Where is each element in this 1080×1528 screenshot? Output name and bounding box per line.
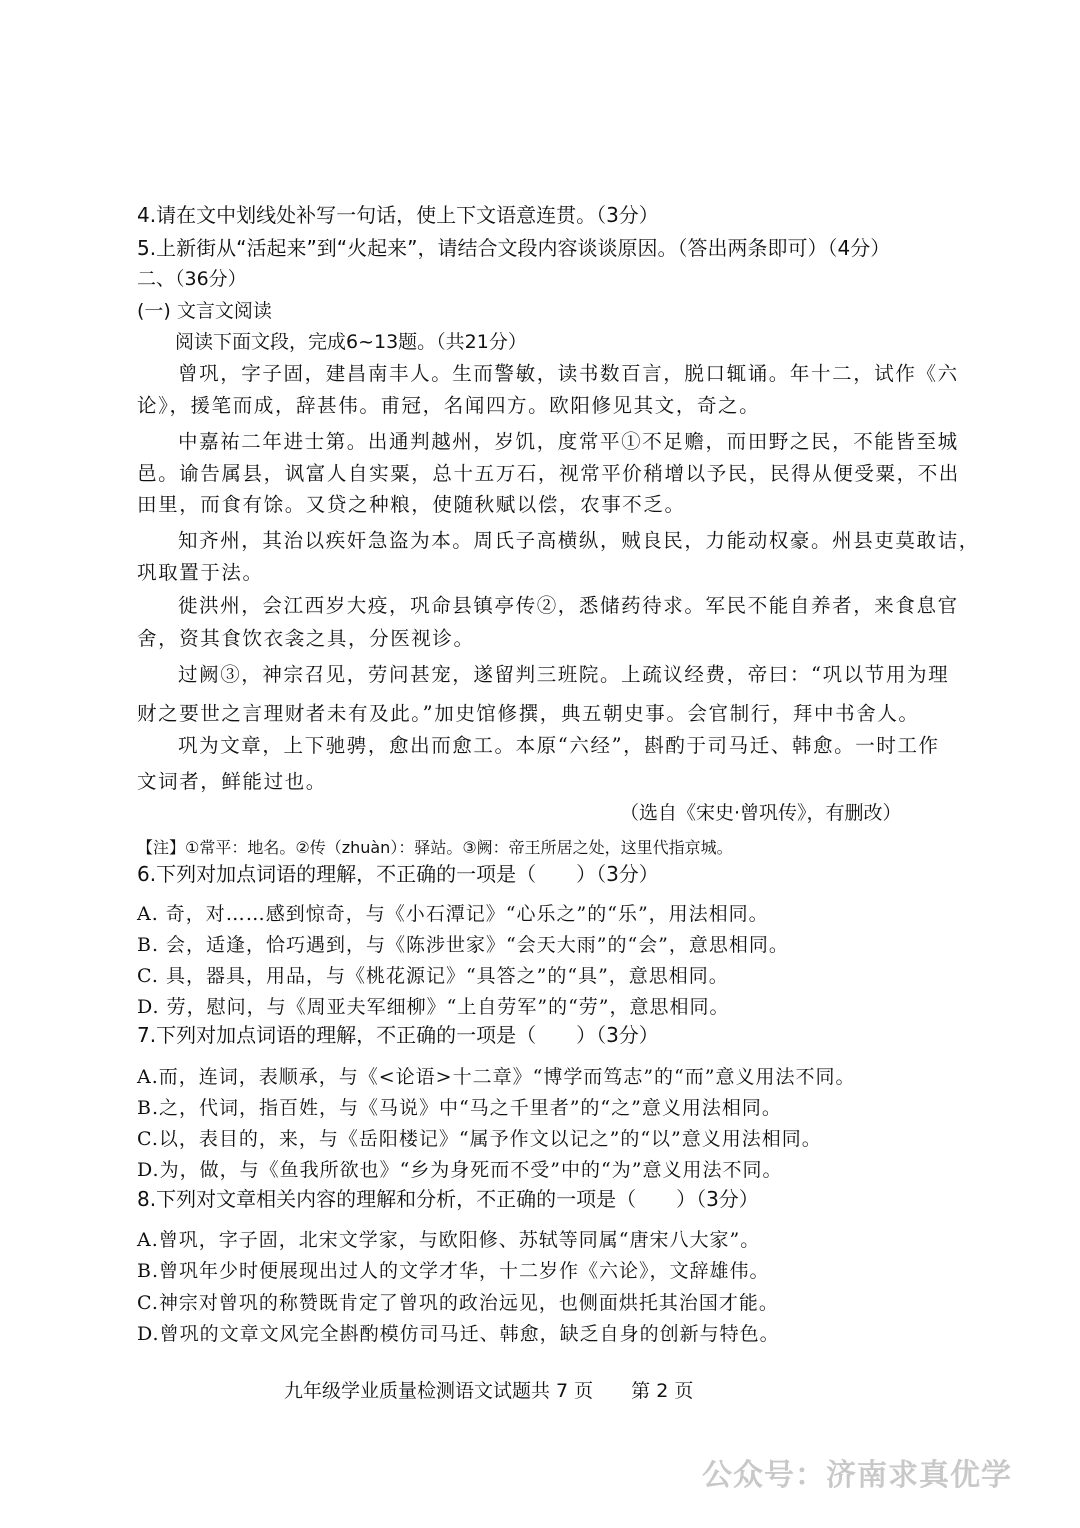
passage-line: 论》，援笔而成，辞甚伟。甫冠，名闻四方。欧阳修见其文，奇之。 xyxy=(137,394,761,417)
question-7-option: A.而，连词，表顺承，与《<论语>十二章》“博学而笃志”的“而”意义用法不同。 xyxy=(137,1066,856,1088)
question-4: 4.请在文中划线处补写一句话，使上下文语意连贯。（3分） xyxy=(137,203,659,227)
question-6-option: B. 会，适逢，恰巧遇到，与《陈涉世家》“会天大雨”的“会”，意思相同。 xyxy=(137,934,789,956)
passage-line: 财之要世之言理财者未有及此。”加史馆修撰，典五朝史事。会官制行，拜中书舍人。 xyxy=(137,702,920,725)
passage-line: 过阙③，神宗召见，劳问甚宠，遂留判三班院。上疏议经费，帝曰：“巩以节用为理 xyxy=(178,663,950,686)
passage-line: 田里，而食有馀。又贷之种粮，使随秋赋以偿，农事不乏。 xyxy=(137,493,686,516)
page-footer: 九年级学业质量检测语文试题共 7 页 第 2 页 xyxy=(284,1380,694,1402)
question-7-stem: 7.下列对加点词语的理解，不正确的一项是（ ）（3分） xyxy=(137,1023,659,1047)
passage-note: 【注】①常平：地名。②传（zhuàn）：驿站。③阙：帝王所居之处，这里代指京城。 xyxy=(137,838,733,857)
question-6-stem: 6.下列对加点词语的理解，不正确的一项是（ ）（3分） xyxy=(137,862,659,886)
passage-line: 徙洪州，会江西岁大疫，巩命县镇亭传②，悉储药待求。军民不能自养者，来食息官 xyxy=(178,594,959,617)
question-8-stem: 8.下列对文章相关内容的理解和分析，不正确的一项是（ ）（3分） xyxy=(137,1187,759,1211)
question-8-option: C.神宗对曾巩的称赞既肯定了曾巩的政治远见，也侧面烘托其治国才能。 xyxy=(137,1292,779,1314)
passage-line: 邑。谕告属县，讽富人自实粟，总十五万石，视常平价稍增以予民，民得从便受粟，不出 xyxy=(137,462,960,485)
watermark: 公众号：济南求真优学 xyxy=(702,1458,1012,1493)
question-8-option: A.曾巩，字子固，北宋文学家，与欧阳修、苏轼等同属“唐宋八大家”。 xyxy=(137,1229,761,1251)
passage-line: 文词者，鲜能过也。 xyxy=(137,770,327,793)
section-title: 二、（36分） xyxy=(137,268,247,290)
passage-line: 曾巩，字子固，建昌南丰人。生而警敏，读书数百言，脱口辄诵。年十二，试作《六 xyxy=(178,362,959,385)
passage-line: 舍，资其食饮衣衾之具，分医视诊。 xyxy=(137,627,475,650)
question-7-option: B.之，代词，指百姓，与《马说》中“马之千里者”的“之”意义用法相同。 xyxy=(137,1097,782,1119)
section-subtitle: (一) 文言文阅读 xyxy=(137,300,272,322)
passage-line: 巩为文章，上下驰骋，愈出而愈工。本原“六经”，斟酌于司马迁、韩愈。一时工作 xyxy=(178,734,940,757)
reading-instruction: 阅读下面文段，完成6~13题。（共21分） xyxy=(175,331,527,353)
question-8-option: D.曾巩的文章文风完全斟酌模仿司马迁、韩愈，缺乏自身的创新与特色。 xyxy=(137,1323,780,1345)
question-6-option: D. 劳，慰问，与《周亚夫军细柳》“上自劳军”的“劳”，意思相同。 xyxy=(137,996,730,1018)
question-6-option: C. 具，器具，用品，与《桃花源记》“具答之”的“具”，意思相同。 xyxy=(137,965,729,987)
question-8-option: B.曾巩年少时便展现出过人的文学才华，十二岁作《六论》，文辞雄伟。 xyxy=(137,1260,770,1282)
passage-line: 巩取置于法。 xyxy=(137,561,264,584)
question-5: 5.上新街从“活起来”到“火起来”，请结合文段内容谈谈原因。（答出两条即可）（4分） xyxy=(137,236,891,260)
question-7-option: D.为，做，与《鱼我所欲也》“乡为身死而不受”中的“为”意义用法不同。 xyxy=(137,1159,783,1181)
passage-source: （选自《宋史·曾巩传》，有删改） xyxy=(620,802,902,824)
question-6-option: A. 奇，对……感到惊奇，与《小石潭记》“心乐之”的“乐”，用法相同。 xyxy=(137,903,769,925)
question-7-option: C.以，表目的，来，与《岳阳楼记》“属予作文以记之”的“以”意义用法相同。 xyxy=(137,1128,822,1150)
passage-line: 中嘉祐二年进士第。出通判越州，岁饥，度常平①不足赡，而田野之民，不能皆至城 xyxy=(178,430,959,453)
passage-line: 知齐州，其治以疾奸急盗为本。周氏子高横纵，贼良民，力能动权豪。州县吏莫敢诘， xyxy=(178,529,980,552)
